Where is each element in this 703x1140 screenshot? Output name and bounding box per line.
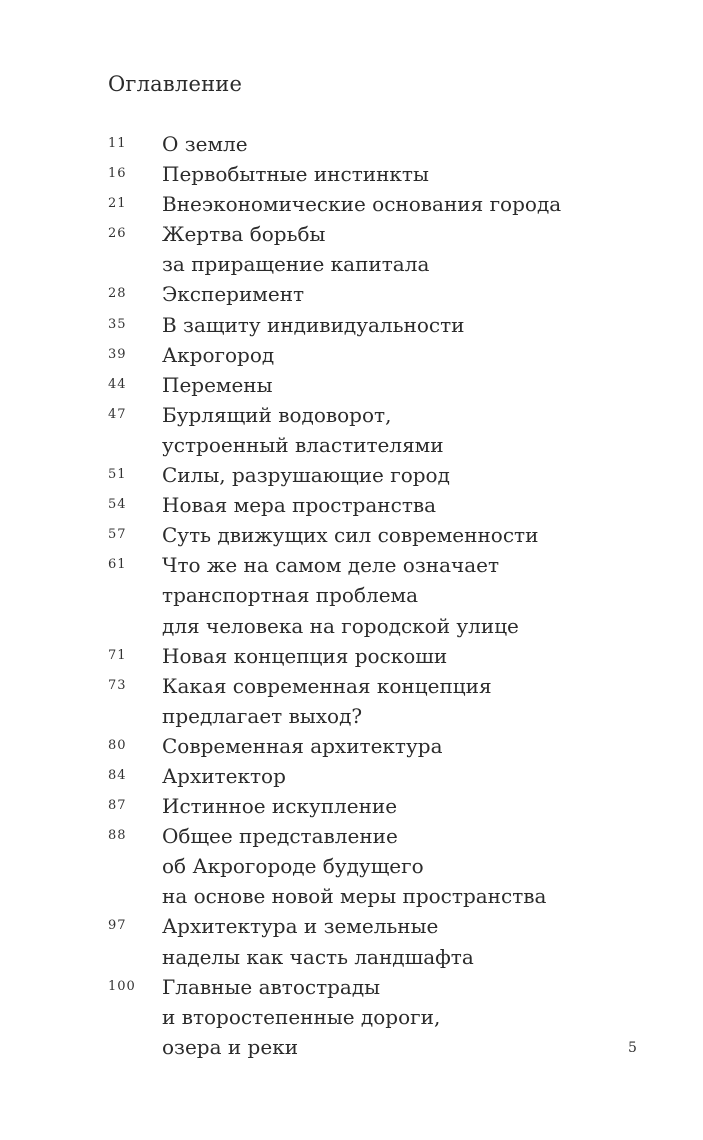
toc-entry-page-number: 100 bbox=[108, 978, 136, 994]
toc-entry bbox=[0, 310, 703, 340]
toc-entry-title: Перемены bbox=[162, 372, 273, 397]
toc-entry bbox=[0, 550, 703, 640]
toc-entry-page-number: 44 bbox=[108, 376, 127, 392]
toc-entry bbox=[0, 761, 703, 791]
toc-entry bbox=[0, 972, 703, 1062]
toc-entry-page-number: 61 bbox=[108, 557, 127, 573]
page-number: 5 bbox=[628, 1040, 637, 1056]
toc-entry-title: Жертва борьбы за приращение капитала bbox=[162, 222, 430, 277]
toc-entry bbox=[0, 279, 703, 309]
toc-entry bbox=[0, 791, 703, 821]
toc-entry bbox=[0, 520, 703, 550]
toc-entry-page-number: 16 bbox=[108, 166, 127, 182]
toc-entry-title: Истинное искупление bbox=[162, 794, 398, 819]
toc-entry-title: Акрогород bbox=[162, 342, 275, 367]
toc-entry-page-number: 71 bbox=[108, 647, 127, 663]
toc-entry-title: Общее представление об Акрогороде будущего на основе новой меры пространства bbox=[162, 824, 547, 909]
toc-entry-page-number: 87 bbox=[108, 798, 127, 814]
toc-entry-title: Суть движущих сил современности bbox=[162, 523, 539, 548]
toc-entry-page-number: 28 bbox=[108, 286, 127, 302]
toc-entry-page-number: 57 bbox=[108, 527, 127, 543]
toc-entry bbox=[0, 460, 703, 490]
toc-entry-title: Главные автострады и второстепенные дороги, озера и реки bbox=[162, 974, 441, 1059]
toc-entry-page-number: 39 bbox=[108, 346, 127, 362]
toc-entry bbox=[0, 731, 703, 761]
toc-entry bbox=[0, 189, 703, 219]
toc-entry-page-number: 84 bbox=[108, 767, 127, 783]
toc-entry bbox=[0, 911, 703, 971]
toc-entry-page-number: 97 bbox=[108, 918, 127, 934]
toc-entry-page-number: 26 bbox=[108, 226, 127, 242]
toc-entry-page-number: 88 bbox=[108, 828, 127, 844]
toc-entry-page-number: 21 bbox=[108, 196, 127, 212]
toc-entry bbox=[0, 129, 703, 159]
toc-entry-title: Архитектор bbox=[162, 763, 286, 788]
toc-entry-page-number: 51 bbox=[108, 467, 127, 483]
toc-entry-title: Бурлящий водоворот, устроенный властителями bbox=[162, 402, 444, 457]
toc-entry bbox=[0, 821, 703, 911]
page-title: Оглавление bbox=[108, 72, 243, 96]
toc-entry-title: Новая концепция роскоши bbox=[162, 643, 448, 668]
toc-entry-page-number: 80 bbox=[108, 737, 127, 753]
toc-entry bbox=[0, 490, 703, 520]
toc-entry-title: Силы, разрушающие город bbox=[162, 463, 450, 488]
toc-entry-title: Какая современная концепция предлагает выход? bbox=[162, 673, 492, 728]
toc-entry bbox=[0, 340, 703, 370]
toc-entry-title: О земле bbox=[162, 132, 248, 156]
toc-entry-title: Первобытные инстинкты bbox=[162, 162, 429, 187]
toc-entry-title: Современная архитектура bbox=[162, 733, 443, 758]
table-of-contents bbox=[0, 129, 703, 1062]
toc-entry bbox=[0, 370, 703, 400]
toc-entry bbox=[0, 159, 703, 189]
toc-entry bbox=[0, 671, 703, 731]
toc-entry-page-number: 35 bbox=[108, 316, 127, 332]
toc-entry-page-number: 47 bbox=[108, 406, 127, 422]
toc-entry-title: В защиту индивидуальности bbox=[162, 312, 465, 337]
toc-entry-page-number: 11 bbox=[108, 136, 127, 151]
toc-entry bbox=[0, 641, 703, 671]
toc-entry-title: Что же на самом деле означает транспортная проблема для человека на городской улице bbox=[162, 553, 519, 638]
toc-entry bbox=[0, 400, 703, 460]
toc-entry-title: Внеэкономические основания города bbox=[162, 192, 562, 217]
toc-entry-title: Эксперимент bbox=[162, 282, 305, 307]
toc-entry-page-number: 54 bbox=[108, 497, 127, 513]
toc-entry-title: Новая мера пространства bbox=[162, 493, 437, 518]
toc-entry bbox=[0, 219, 703, 279]
toc-entry-page-number: 73 bbox=[108, 677, 127, 693]
toc-entry-title: Архитектура и земельные наделы как часть ландшафта bbox=[162, 914, 474, 969]
